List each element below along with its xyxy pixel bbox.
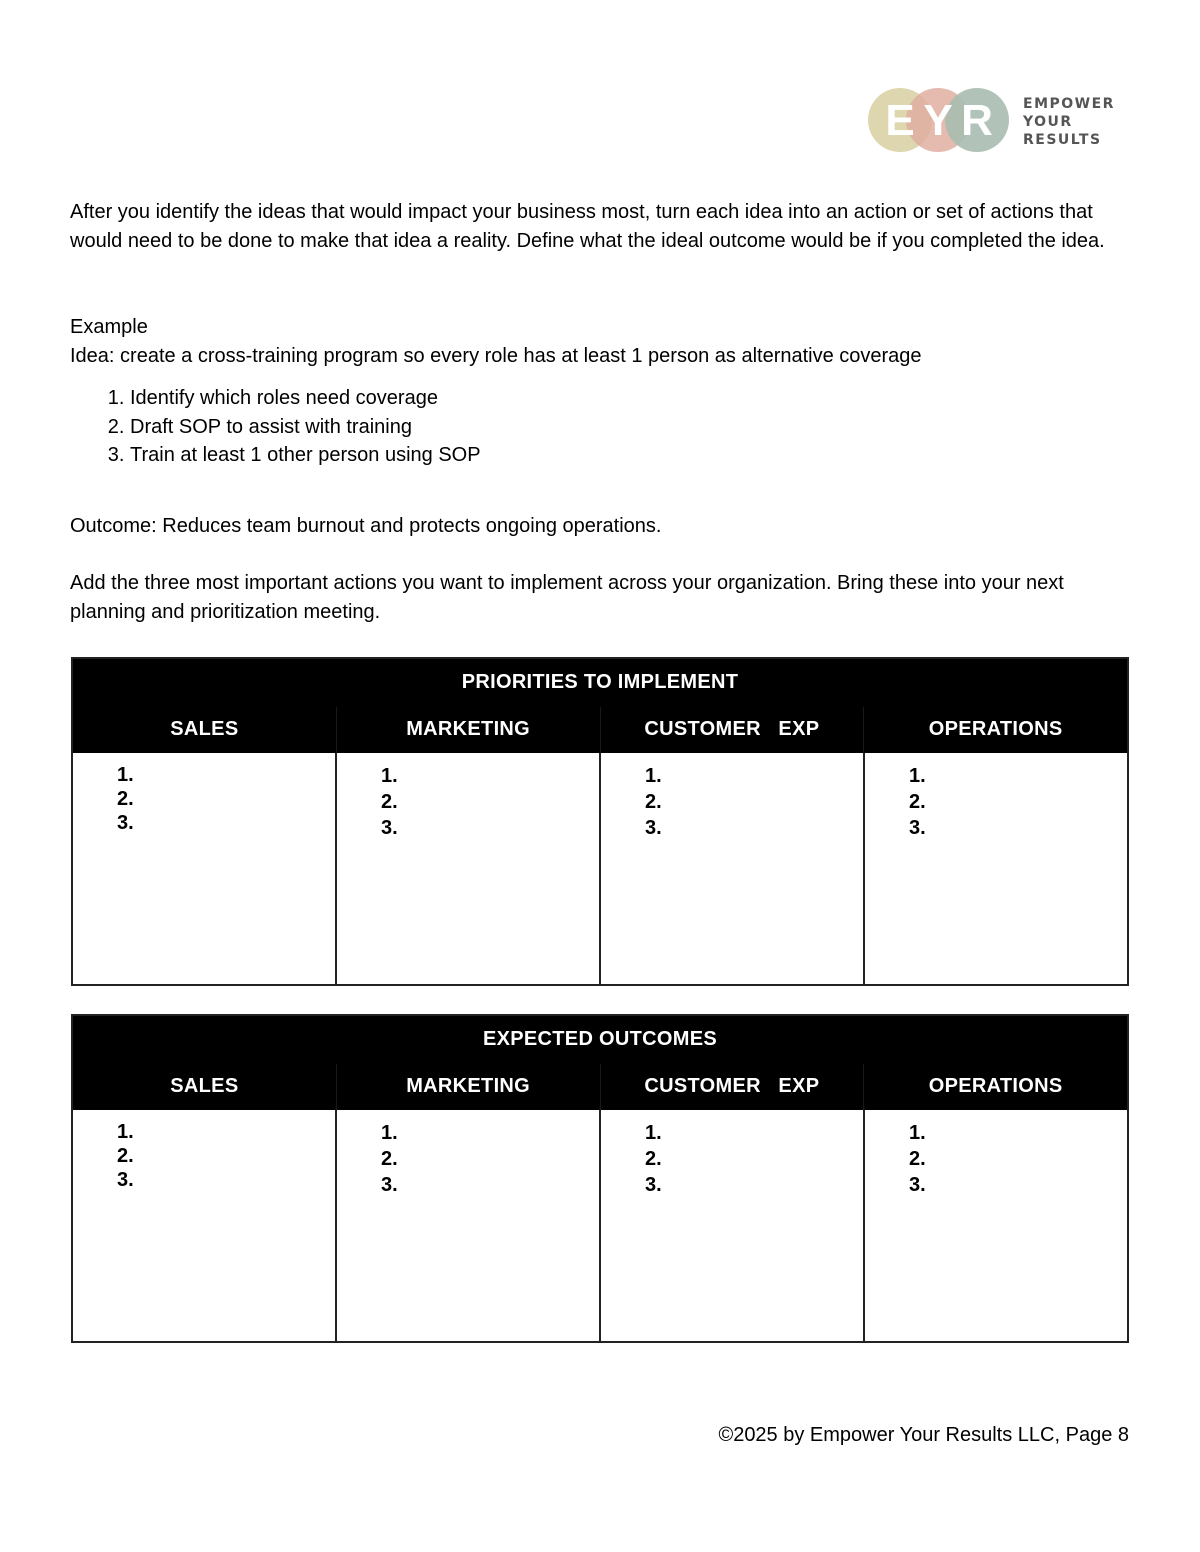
item-number: 2. (381, 791, 398, 813)
outcomes-cell-operations[interactable] (863, 1110, 1127, 1341)
table-header (73, 659, 1127, 753)
item-number: 3. (381, 1174, 398, 1196)
item-number: 1. (117, 1121, 134, 1143)
outcomes-cell-marketing[interactable] (335, 1110, 599, 1341)
outcome-paragraph (70, 512, 1130, 541)
item-number: 3. (381, 817, 398, 839)
example-steps-list (70, 384, 1130, 470)
company-logo (866, 86, 1126, 156)
item-number: 3. (117, 812, 134, 834)
item-number: 1. (645, 1122, 662, 1144)
priorities-cell-customer-exp[interactable] (599, 753, 863, 984)
logo-letter-r: R (961, 96, 993, 145)
column-header-sales: SALES (170, 718, 239, 740)
item-number: 1. (117, 764, 134, 786)
column-header-operations: OPERATIONS (863, 1064, 1127, 1110)
logo-line-2: YOUR (1023, 114, 1073, 130)
priorities-cell-marketing[interactable] (335, 753, 599, 984)
example-step: 2. Draft SOP to assist with training (130, 413, 1130, 442)
outcomes-table (71, 1014, 1129, 1343)
outcomes-cell-customer-exp[interactable] (599, 1110, 863, 1341)
column-header-marketing: MARKETING (336, 1064, 600, 1110)
column-header-sales: SALES (170, 1075, 239, 1097)
intro-paragraph (70, 198, 1130, 255)
item-number: 3. (645, 1174, 662, 1196)
item-number: 1. (381, 1122, 398, 1144)
priorities-table (71, 657, 1129, 986)
priorities-cell-sales[interactable] (73, 753, 335, 984)
column-header-operations: OPERATIONS (863, 707, 1127, 753)
outcome-text: Outcome: Reduces team burnout and protects ongoing operations. (70, 515, 662, 537)
example-step: 1. Identify which roles need coverage (130, 384, 1130, 413)
item-number: 2. (381, 1148, 398, 1170)
priorities-cell-operations[interactable] (863, 753, 1127, 984)
column-header-customer-exp: CUSTOMER EXP (600, 1064, 864, 1110)
item-number: 1. (909, 765, 926, 787)
table-title: EXPECTED OUTCOMES (482, 1028, 718, 1050)
item-number: 1. (381, 765, 398, 787)
copyright-text: ©2025 by Empower Your Results LLC, Page (718, 1424, 1113, 1446)
page-footer (718, 1424, 1129, 1447)
item-number: 3. (909, 1174, 926, 1196)
logo-line-1: EMPOWER (1023, 96, 1115, 112)
table-header (73, 1016, 1127, 1110)
item-number: 3. (645, 817, 662, 839)
page-number: 8 (1117, 1424, 1129, 1446)
example-step: 3. Train at least 1 other person using SOP (130, 441, 1130, 470)
item-number: 3. (117, 1169, 134, 1191)
item-number: 2. (909, 1148, 926, 1170)
table-title: PRIORITIES TO IMPLEMENT (461, 671, 739, 693)
item-number: 2. (117, 1145, 134, 1167)
column-header-customer-exp: CUSTOMER EXP (600, 707, 864, 753)
instruction-text: Add the three most important actions you want to implement across your organization. Bring these into your next planning and prioritization meeting. (70, 572, 1064, 623)
logo-wordmark (1023, 95, 1115, 149)
outcomes-cell-sales[interactable] (73, 1110, 335, 1341)
example-section (70, 313, 1130, 470)
example-heading: Example (70, 316, 148, 338)
item-number: 3. (909, 817, 926, 839)
item-number: 2. (645, 791, 662, 813)
item-number: 1. (909, 1122, 926, 1144)
eyr-logo-mark (866, 86, 1016, 154)
example-idea: Idea: create a cross-training program so every role has at least 1 person as alternative coverage (70, 344, 922, 367)
item-number: 2. (909, 791, 926, 813)
logo-letter-y: Y (923, 96, 953, 145)
item-number: 2. (117, 788, 134, 810)
logo-letter-e: E (885, 96, 915, 145)
logo-line-3: RESULTS (1023, 132, 1102, 148)
item-number: 2. (645, 1148, 662, 1170)
intro-text: After you identify the ideas that would impact your business most, turn each idea into an action or set of actions that would need to be done to make that idea a reality. Define what the ideal outcome would be if you completed the idea. (70, 201, 1105, 252)
item-number: 1. (645, 765, 662, 787)
instruction-paragraph (70, 569, 1130, 626)
column-header-marketing: MARKETING (336, 707, 600, 753)
